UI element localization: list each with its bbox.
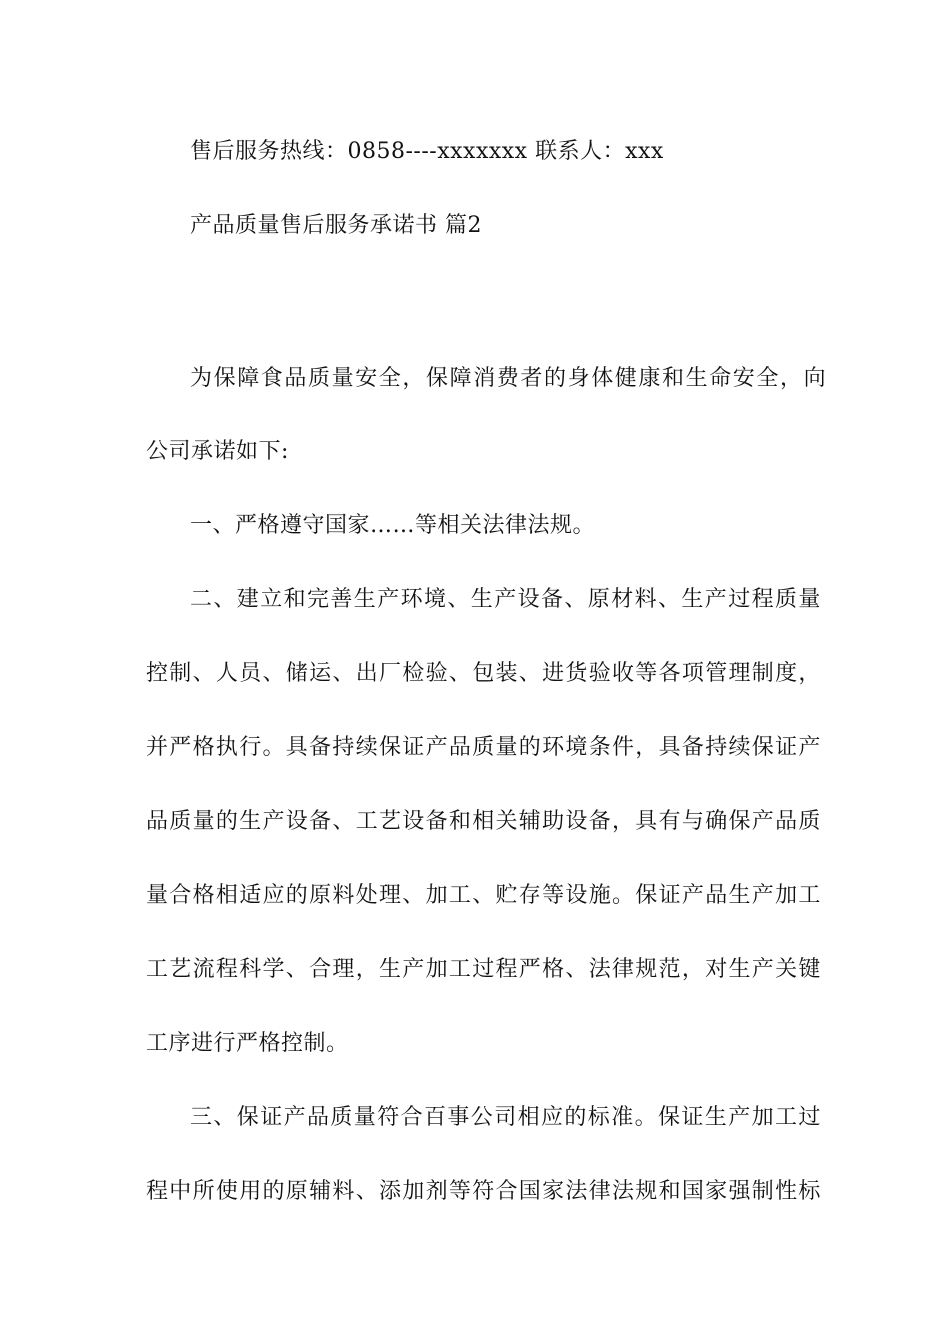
paragraph-line: 为保障食品质量安全，保障消费者的身体健康和生命安全，向 <box>190 366 828 391</box>
section-title: 产品质量售后服务承诺书 篇2 <box>190 213 482 238</box>
paragraph-line: 程中所使用的原辅料、添加剂等符合国家法律法规和国家强制性标 <box>146 1179 822 1204</box>
paragraph-line: 一、严格遵守国家……等相关法律法规。 <box>190 513 596 538</box>
paragraph-line: 公司承诺如下: <box>146 439 289 464</box>
paragraph-line: 工艺流程科学、合理，生产加工过程严格、法律规范，对生产关键 <box>146 957 822 982</box>
paragraph-line: 二、建立和完善生产环境、生产设备、原材料、生产过程质量 <box>190 587 822 612</box>
paragraph-line: 工序进行严格控制。 <box>146 1031 349 1056</box>
paragraph-line: 并严格执行。具备持续保证产品质量的环境条件，具备持续保证产 <box>146 735 822 760</box>
paragraph-line: 品质量的生产设备、工艺设备和相关辅助设备，具有与确保产品质 <box>146 809 822 834</box>
paragraph-line: 控制、人员、储运、出厂检验、包装、进货验收等各项管理制度， <box>146 661 822 686</box>
hotline-contact-line: 售后服务热线：0858----xxxxxxx 联系人：xxx <box>190 139 664 164</box>
paragraph-line: 三、保证产品质量符合百事公司相应的标准。保证生产加工过 <box>190 1105 822 1130</box>
paragraph-line: 量合格相适应的原料处理、加工、贮存等设施。保证产品生产加工 <box>146 883 822 908</box>
